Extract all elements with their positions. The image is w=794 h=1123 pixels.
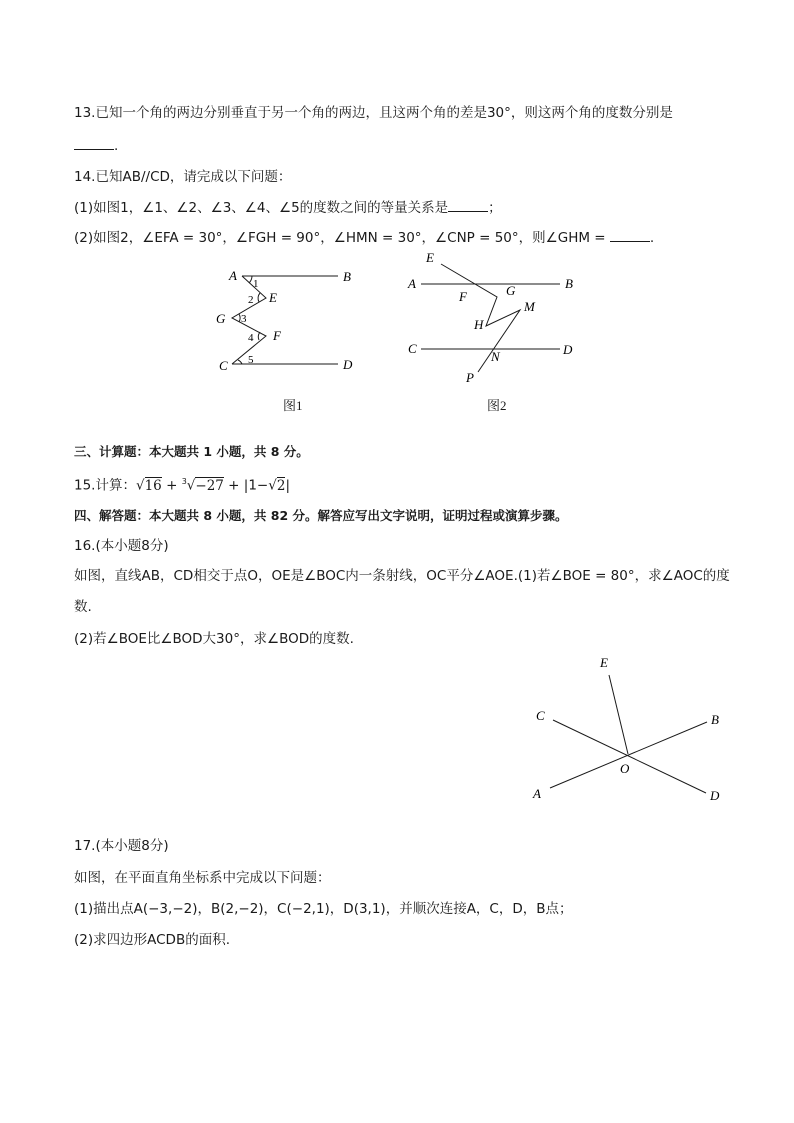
fig1-caption: 图1 — [283, 398, 303, 413]
fig2-label-f: F — [459, 289, 467, 304]
q16-label-d: D — [710, 788, 720, 803]
q14-stem: 14.已知AB//CD，请完成以下问题： — [74, 169, 292, 185]
section4-heading: 四、解答题：本大题共 8 小题，共 82 分。解答应写出文字说明，证明过程或演算步骤。 — [74, 508, 568, 523]
fig2-label-e: E — [426, 250, 434, 265]
fig1-label-e: E — [269, 290, 277, 305]
fig2-label-b: B — [565, 276, 573, 291]
q15-expression: 15.计算：√16 + $^3$√−27 + |1−√2| — [74, 477, 290, 494]
fig2-label-g: G — [506, 283, 516, 298]
q16-label-o: O — [620, 761, 630, 776]
fig1-label-c: C — [219, 358, 228, 373]
q17-title: 17.(本小题8分) — [74, 838, 169, 854]
q16-label-c: C — [536, 708, 545, 723]
q16-line1: 如图，直线AB，CD相交于点O，OE是∠BOC内一条射线，OC平分∠AOE.(1)若∠BOE = 80°，求∠AOC的度 — [74, 568, 730, 584]
q16-line-cd — [553, 720, 706, 793]
fig2-caption: 图2 — [487, 398, 507, 413]
fig1-label-b: B — [343, 269, 351, 284]
q14-part2: (2)如图2，∠EFA = 30°，∠FGH = 90°，∠HMN = 30°，∠CNP = 50°，则∠GHM = . — [74, 230, 655, 246]
q17-line2: (1)描出点A(−3,−2)，B(2,−2)，C(−2,1)，D(3,1)，并顺次连接A，C，D，B点； — [74, 901, 573, 917]
fig2-label-d: D — [563, 342, 573, 357]
q16-label-e: E — [600, 655, 608, 670]
fig1-angle-1: 1 — [253, 278, 259, 290]
q16-ray-oe — [609, 675, 628, 754]
q16-label-b: B — [711, 712, 719, 727]
q13-answer-line: . — [74, 136, 118, 155]
fig1-angle-4: 4 — [248, 332, 254, 344]
q14-part1: (1)如图1，∠1、∠2、∠3、∠4、∠5的度数之间的等量关系是 ； — [74, 200, 502, 216]
fig1-label-a: A — [229, 268, 237, 283]
fig1-angle-3: 3 — [241, 313, 247, 325]
fig2-label-n: N — [491, 349, 500, 364]
fig2-label-h: H — [474, 317, 484, 332]
fig1-label-f: F — [273, 328, 281, 343]
section3-heading: 三、计算题：本大题共 1 小题，共 8 分。 — [74, 444, 309, 459]
fig1-angle-2: 2 — [248, 294, 254, 306]
q16-line2: 数. — [74, 599, 92, 615]
q17-line3: (2)求四边形ACDB的面积. — [74, 932, 230, 948]
q16-title: 16.(本小题8分) — [74, 538, 169, 554]
q17-line1: 如图，在平面直角坐标系中完成以下问题： — [74, 870, 331, 886]
fig1-label-d: D — [343, 357, 353, 372]
q13-text: 13.已知一个角的两边分别垂直于另一个角的两边，且这两个角的差是30°，则这两个角的度数分别是 — [74, 105, 673, 121]
fig2-label-c: C — [408, 341, 417, 356]
fig2-label-a: A — [408, 276, 416, 291]
q16-label-a: A — [533, 786, 541, 801]
q16-line-ab — [550, 722, 707, 788]
q16-line3: (2)若∠BOE比∠BOD大30°，求∠BOD的度数. — [74, 631, 354, 647]
fig1-angle-5: 5 — [248, 354, 254, 366]
fig1-label-g: G — [216, 311, 226, 326]
fig2-label-m: M — [524, 299, 535, 314]
fig2-label-p: P — [466, 370, 474, 385]
